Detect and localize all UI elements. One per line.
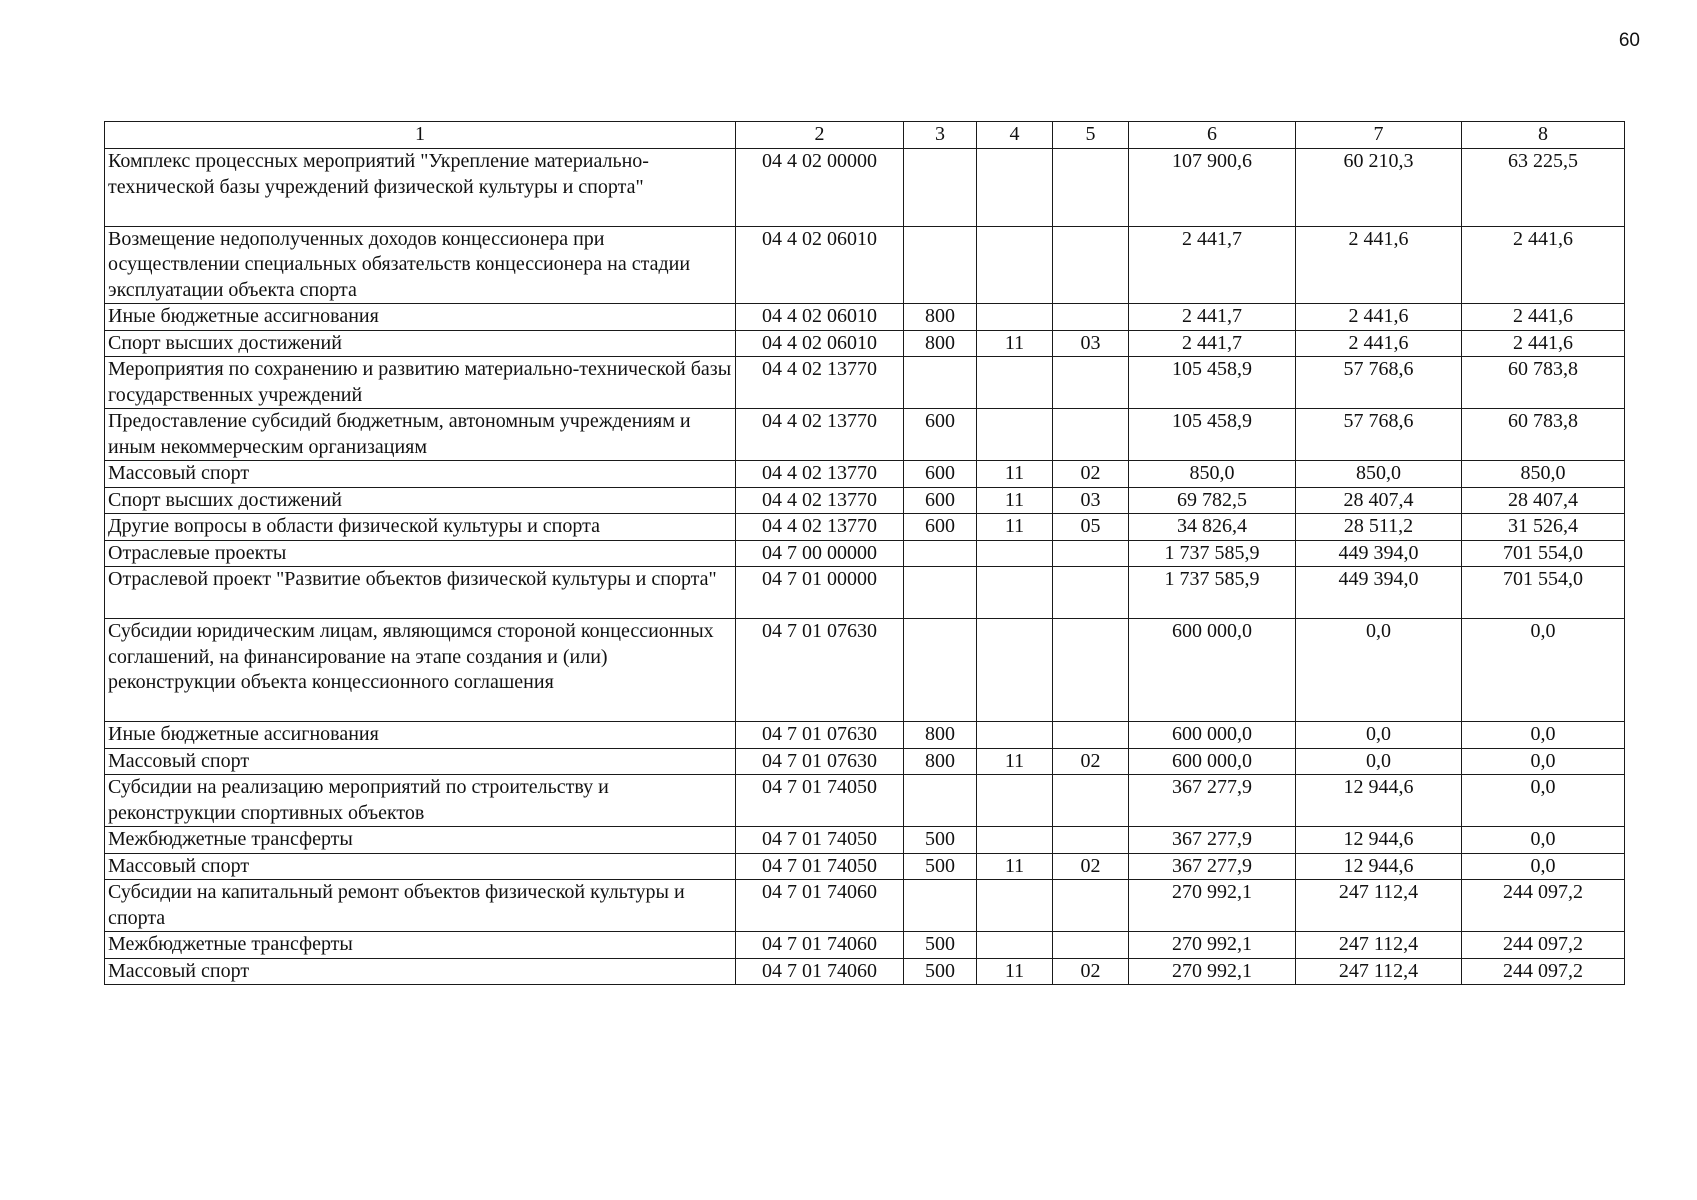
row-col-5 bbox=[1053, 722, 1129, 749]
row-name: Комплекс процессных мероприятий "Укрепление материально-технической базы учреждений физической культуры и спорта" bbox=[105, 149, 736, 227]
row-value-8: 2 441,6 bbox=[1462, 304, 1625, 331]
table-row bbox=[105, 853, 1625, 880]
row-value-8: 244 097,2 bbox=[1462, 880, 1625, 932]
row-col-3: 500 bbox=[904, 827, 977, 854]
row-col-4 bbox=[977, 722, 1053, 749]
table-row bbox=[105, 409, 1625, 461]
row-value-7: 2 441,6 bbox=[1296, 226, 1462, 304]
row-col-3: 600 bbox=[904, 514, 977, 541]
row-value-7: 449 394,0 bbox=[1296, 540, 1462, 567]
row-value-8: 31 526,4 bbox=[1462, 514, 1625, 541]
row-value-8: 0,0 bbox=[1462, 775, 1625, 827]
row-value-8: 244 097,2 bbox=[1462, 958, 1625, 985]
table-row bbox=[105, 748, 1625, 775]
row-col-3: 800 bbox=[904, 330, 977, 357]
row-col-5: 05 bbox=[1053, 514, 1129, 541]
table-row bbox=[105, 619, 1625, 722]
row-col-3 bbox=[904, 775, 977, 827]
row-value-8: 244 097,2 bbox=[1462, 932, 1625, 959]
table-row bbox=[105, 540, 1625, 567]
row-value-6: 107 900,6 bbox=[1129, 149, 1296, 227]
row-col-5 bbox=[1053, 827, 1129, 854]
row-name: Мероприятия по сохранению и развитию материально-технической базы государственных учреждений bbox=[105, 357, 736, 409]
table-row bbox=[105, 775, 1625, 827]
row-col-5 bbox=[1053, 880, 1129, 932]
row-col-3 bbox=[904, 567, 977, 619]
row-col-4: 11 bbox=[977, 853, 1053, 880]
row-code: 04 4 02 00000 bbox=[736, 149, 904, 227]
row-col-5 bbox=[1053, 226, 1129, 304]
row-col-3 bbox=[904, 540, 977, 567]
row-value-6: 270 992,1 bbox=[1129, 880, 1296, 932]
row-value-6: 600 000,0 bbox=[1129, 748, 1296, 775]
page-number: 60 bbox=[1618, 30, 1640, 51]
row-value-8: 60 783,8 bbox=[1462, 409, 1625, 461]
row-value-8: 0,0 bbox=[1462, 722, 1625, 749]
row-value-6: 270 992,1 bbox=[1129, 958, 1296, 985]
row-col-3 bbox=[904, 357, 977, 409]
row-value-6: 600 000,0 bbox=[1129, 619, 1296, 722]
row-col-5 bbox=[1053, 775, 1129, 827]
row-value-8: 28 407,4 bbox=[1462, 487, 1625, 514]
row-value-7: 0,0 bbox=[1296, 748, 1462, 775]
row-name: Массовый спорт bbox=[105, 748, 736, 775]
column-header: 4 bbox=[977, 122, 1053, 149]
row-col-4 bbox=[977, 619, 1053, 722]
row-value-8: 0,0 bbox=[1462, 853, 1625, 880]
row-col-3: 500 bbox=[904, 853, 977, 880]
row-col-4 bbox=[977, 932, 1053, 959]
row-name: Массовый спорт bbox=[105, 461, 736, 488]
table-row bbox=[105, 827, 1625, 854]
row-col-3: 500 bbox=[904, 958, 977, 985]
row-col-5 bbox=[1053, 149, 1129, 227]
table-row bbox=[105, 932, 1625, 959]
row-col-4: 11 bbox=[977, 748, 1053, 775]
table-row bbox=[105, 149, 1625, 227]
row-value-7: 57 768,6 bbox=[1296, 357, 1462, 409]
row-value-6: 105 458,9 bbox=[1129, 409, 1296, 461]
table-row bbox=[105, 722, 1625, 749]
row-code: 04 4 02 13770 bbox=[736, 357, 904, 409]
table-row bbox=[105, 226, 1625, 304]
row-name: Субсидии юридическим лицам, являющимся стороной концессионных соглашений, на финансирование на этапе создания и (или) реконструкции объекта концессионного соглашения bbox=[105, 619, 736, 722]
row-col-5: 03 bbox=[1053, 330, 1129, 357]
row-value-7: 0,0 bbox=[1296, 722, 1462, 749]
row-value-7: 247 112,4 bbox=[1296, 880, 1462, 932]
row-col-4 bbox=[977, 880, 1053, 932]
row-name: Субсидии на реализацию мероприятий по строительству и реконструкции спортивных объектов bbox=[105, 775, 736, 827]
row-name: Иные бюджетные ассигнования bbox=[105, 304, 736, 331]
row-col-4 bbox=[977, 304, 1053, 331]
row-col-4: 11 bbox=[977, 461, 1053, 488]
row-value-6: 270 992,1 bbox=[1129, 932, 1296, 959]
row-col-3: 600 bbox=[904, 487, 977, 514]
row-col-5 bbox=[1053, 932, 1129, 959]
table-row bbox=[105, 567, 1625, 619]
row-value-7: 28 407,4 bbox=[1296, 487, 1462, 514]
row-col-4: 11 bbox=[977, 487, 1053, 514]
row-value-6: 367 277,9 bbox=[1129, 853, 1296, 880]
row-name: Спорт высших достижений bbox=[105, 487, 736, 514]
row-value-6: 1 737 585,9 bbox=[1129, 540, 1296, 567]
row-name: Другие вопросы в области физической культуры и спорта bbox=[105, 514, 736, 541]
row-value-7: 850,0 bbox=[1296, 461, 1462, 488]
row-value-8: 63 225,5 bbox=[1462, 149, 1625, 227]
row-code: 04 7 01 74050 bbox=[736, 853, 904, 880]
row-value-7: 2 441,6 bbox=[1296, 304, 1462, 331]
row-code: 04 7 01 74050 bbox=[736, 827, 904, 854]
row-value-6: 2 441,7 bbox=[1129, 330, 1296, 357]
row-code: 04 7 01 07630 bbox=[736, 722, 904, 749]
row-col-3 bbox=[904, 149, 977, 227]
row-col-3: 800 bbox=[904, 748, 977, 775]
row-value-7: 247 112,4 bbox=[1296, 958, 1462, 985]
row-value-7: 0,0 bbox=[1296, 619, 1462, 722]
row-code: 04 7 01 74060 bbox=[736, 958, 904, 985]
row-col-5 bbox=[1053, 567, 1129, 619]
row-value-8: 0,0 bbox=[1462, 619, 1625, 722]
row-code: 04 7 00 00000 bbox=[736, 540, 904, 567]
table-row bbox=[105, 880, 1625, 932]
row-value-7: 12 944,6 bbox=[1296, 775, 1462, 827]
table-row bbox=[105, 304, 1625, 331]
table-header-row bbox=[105, 122, 1625, 149]
row-col-4 bbox=[977, 567, 1053, 619]
row-name: Массовый спорт bbox=[105, 958, 736, 985]
row-col-4 bbox=[977, 226, 1053, 304]
row-value-7: 28 511,2 bbox=[1296, 514, 1462, 541]
row-name: Межбюджетные трансферты bbox=[105, 932, 736, 959]
table-row bbox=[105, 357, 1625, 409]
row-col-5 bbox=[1053, 357, 1129, 409]
row-col-3 bbox=[904, 619, 977, 722]
row-value-7: 12 944,6 bbox=[1296, 827, 1462, 854]
table-row bbox=[105, 487, 1625, 514]
row-value-8: 701 554,0 bbox=[1462, 567, 1625, 619]
table-row bbox=[105, 958, 1625, 985]
row-col-3 bbox=[904, 226, 977, 304]
row-name: Спорт высших достижений bbox=[105, 330, 736, 357]
row-value-6: 367 277,9 bbox=[1129, 775, 1296, 827]
column-header: 6 bbox=[1129, 122, 1296, 149]
row-col-4 bbox=[977, 827, 1053, 854]
column-header: 1 bbox=[105, 122, 736, 149]
row-value-6: 105 458,9 bbox=[1129, 357, 1296, 409]
row-code: 04 4 02 13770 bbox=[736, 487, 904, 514]
table-row bbox=[105, 514, 1625, 541]
row-col-5 bbox=[1053, 619, 1129, 722]
row-col-4 bbox=[977, 357, 1053, 409]
row-value-6: 600 000,0 bbox=[1129, 722, 1296, 749]
row-name: Иные бюджетные ассигнования bbox=[105, 722, 736, 749]
row-col-3: 800 bbox=[904, 304, 977, 331]
row-code: 04 4 02 13770 bbox=[736, 409, 904, 461]
row-code: 04 7 01 74060 bbox=[736, 932, 904, 959]
row-col-5: 03 bbox=[1053, 487, 1129, 514]
row-name: Отраслевой проект "Развитие объектов физической культуры и спорта" bbox=[105, 567, 736, 619]
row-value-7: 247 112,4 bbox=[1296, 932, 1462, 959]
column-header: 3 bbox=[904, 122, 977, 149]
row-col-5: 02 bbox=[1053, 461, 1129, 488]
row-col-4: 11 bbox=[977, 958, 1053, 985]
row-code: 04 4 02 13770 bbox=[736, 514, 904, 541]
row-col-5: 02 bbox=[1053, 853, 1129, 880]
row-col-3: 600 bbox=[904, 461, 977, 488]
row-col-4 bbox=[977, 775, 1053, 827]
row-code: 04 7 01 00000 bbox=[736, 567, 904, 619]
row-name: Предоставление субсидий бюджетным, автономным учреждениям и иным некоммерческим организациям bbox=[105, 409, 736, 461]
row-col-5: 02 bbox=[1053, 958, 1129, 985]
row-col-5 bbox=[1053, 304, 1129, 331]
row-name: Возмещение недополученных доходов концессионера при осуществлении специальных обязательств концессионера на стадии эксплуатации объекта спорта bbox=[105, 226, 736, 304]
row-col-4: 11 bbox=[977, 330, 1053, 357]
table-row bbox=[105, 461, 1625, 488]
column-header: 7 bbox=[1296, 122, 1462, 149]
row-col-5 bbox=[1053, 409, 1129, 461]
row-value-7: 57 768,6 bbox=[1296, 409, 1462, 461]
row-value-7: 2 441,6 bbox=[1296, 330, 1462, 357]
row-col-4: 11 bbox=[977, 514, 1053, 541]
table-row bbox=[105, 330, 1625, 357]
row-code: 04 4 02 06010 bbox=[736, 330, 904, 357]
column-header: 8 bbox=[1462, 122, 1625, 149]
row-value-7: 12 944,6 bbox=[1296, 853, 1462, 880]
column-header: 5 bbox=[1053, 122, 1129, 149]
row-col-4 bbox=[977, 149, 1053, 227]
row-code: 04 4 02 06010 bbox=[736, 226, 904, 304]
budget-table bbox=[104, 121, 1625, 985]
row-value-8: 0,0 bbox=[1462, 827, 1625, 854]
column-header: 2 bbox=[736, 122, 904, 149]
row-code: 04 7 01 74060 bbox=[736, 880, 904, 932]
row-code: 04 4 02 13770 bbox=[736, 461, 904, 488]
row-name: Межбюджетные трансферты bbox=[105, 827, 736, 854]
row-value-7: 60 210,3 bbox=[1296, 149, 1462, 227]
row-col-3: 800 bbox=[904, 722, 977, 749]
row-value-8: 701 554,0 bbox=[1462, 540, 1625, 567]
row-value-8: 60 783,8 bbox=[1462, 357, 1625, 409]
row-value-6: 367 277,9 bbox=[1129, 827, 1296, 854]
row-col-4 bbox=[977, 409, 1053, 461]
row-value-6: 850,0 bbox=[1129, 461, 1296, 488]
row-value-6: 2 441,7 bbox=[1129, 226, 1296, 304]
row-name: Массовый спорт bbox=[105, 853, 736, 880]
row-col-5 bbox=[1053, 540, 1129, 567]
row-value-8: 2 441,6 bbox=[1462, 330, 1625, 357]
row-name: Субсидии на капитальный ремонт объектов физической культуры и спорта bbox=[105, 880, 736, 932]
row-code: 04 4 02 06010 bbox=[736, 304, 904, 331]
row-code: 04 7 01 74050 bbox=[736, 775, 904, 827]
row-value-8: 850,0 bbox=[1462, 461, 1625, 488]
row-col-4 bbox=[977, 540, 1053, 567]
row-code: 04 7 01 07630 bbox=[736, 619, 904, 722]
row-col-3 bbox=[904, 880, 977, 932]
row-value-6: 2 441,7 bbox=[1129, 304, 1296, 331]
row-value-6: 1 737 585,9 bbox=[1129, 567, 1296, 619]
row-value-6: 34 826,4 bbox=[1129, 514, 1296, 541]
row-col-3: 600 bbox=[904, 409, 977, 461]
row-col-3: 500 bbox=[904, 932, 977, 959]
row-col-5: 02 bbox=[1053, 748, 1129, 775]
row-name: Отраслевые проекты bbox=[105, 540, 736, 567]
row-value-8: 0,0 bbox=[1462, 748, 1625, 775]
row-code: 04 7 01 07630 bbox=[736, 748, 904, 775]
row-value-6: 69 782,5 bbox=[1129, 487, 1296, 514]
row-value-8: 2 441,6 bbox=[1462, 226, 1625, 304]
row-value-7: 449 394,0 bbox=[1296, 567, 1462, 619]
